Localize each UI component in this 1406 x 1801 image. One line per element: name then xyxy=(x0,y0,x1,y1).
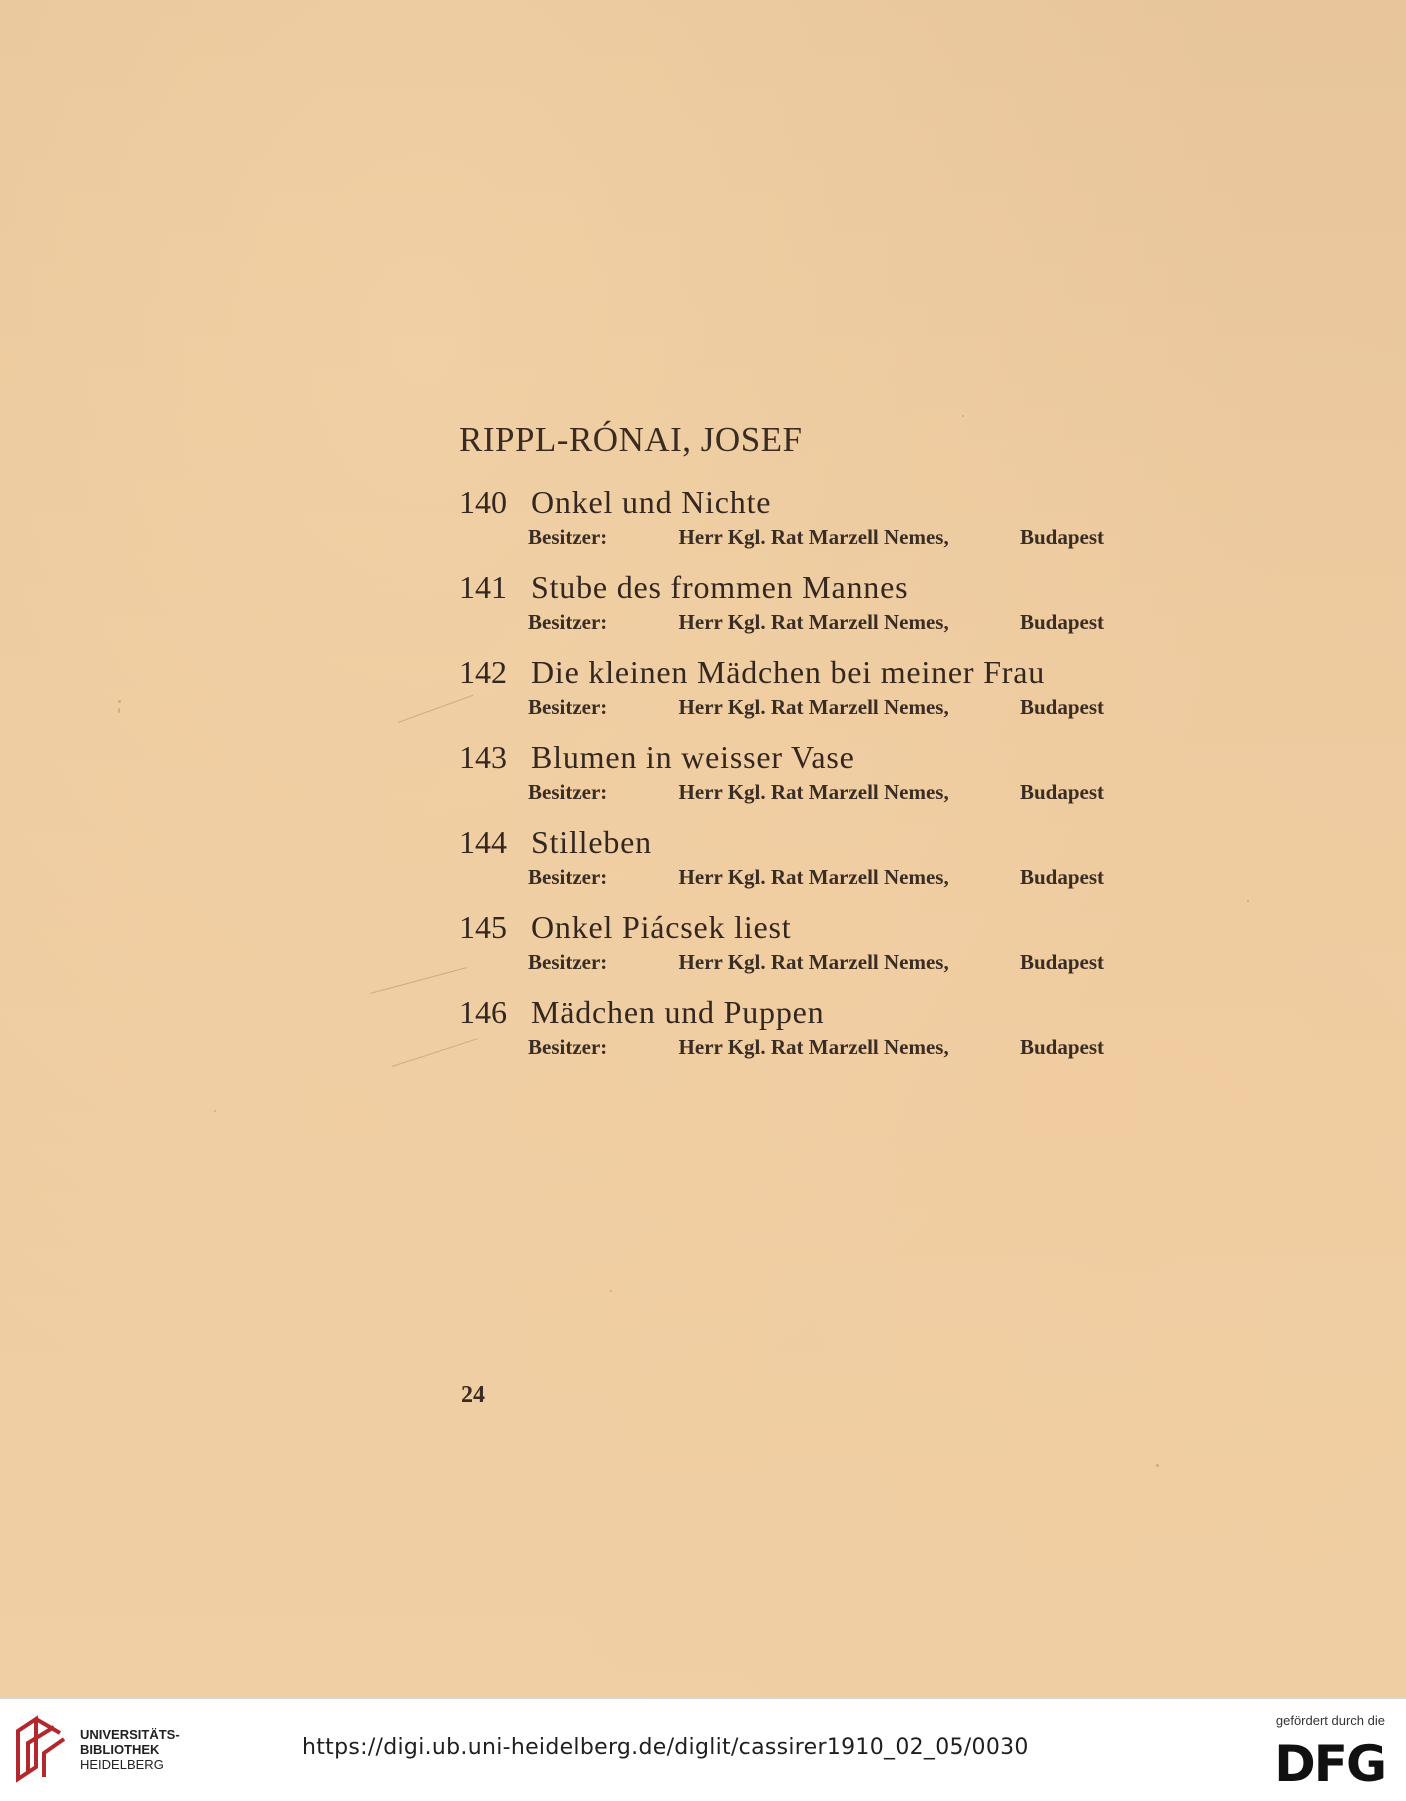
paper-speck xyxy=(962,415,964,417)
entry-number: 141 xyxy=(459,569,507,605)
entry-number: 142 xyxy=(459,654,507,690)
page-number: 24 xyxy=(461,1382,485,1408)
entry-title: Stube des frommen Mannes xyxy=(531,569,909,605)
entry-title: Die kleinen Mädchen bei meiner Frau xyxy=(531,654,1046,690)
paper-fiber xyxy=(370,967,467,994)
owner-city: Budapest xyxy=(1019,610,1104,634)
owner-name: Herr Kgl. Rat Marzell Nemes, xyxy=(678,525,949,549)
catalog-entry xyxy=(459,909,1149,994)
entry-owner xyxy=(528,610,1104,635)
catalog-list xyxy=(459,484,1149,1079)
entry-number: 146 xyxy=(459,994,507,1030)
owner-label: Besitzer: xyxy=(528,1035,608,1059)
entry-owner xyxy=(528,780,1104,805)
paper-speck xyxy=(118,700,121,703)
entry-title: Onkel Piácsek liest xyxy=(531,909,792,945)
owner-name: Herr Kgl. Rat Marzell Nemes, xyxy=(678,950,949,974)
entry-number: 140 xyxy=(459,484,507,520)
entry-title: Mädchen und Puppen xyxy=(531,994,825,1030)
owner-city: Budapest xyxy=(1019,1035,1104,1059)
entry-title: Onkel und Nichte xyxy=(531,484,772,520)
owner-label: Besitzer: xyxy=(528,950,608,974)
owner-city: Budapest xyxy=(1019,950,1104,974)
owner-label: Besitzer: xyxy=(528,610,608,634)
library-name-line: UNIVERSITÄTS- xyxy=(80,1727,180,1742)
owner-label: Besitzer: xyxy=(528,695,608,719)
paper-speck xyxy=(610,1290,612,1292)
entry-number: 145 xyxy=(459,909,507,945)
entry-owner xyxy=(528,525,1104,550)
viewer-footer xyxy=(0,1698,1406,1801)
owner-city: Budapest xyxy=(1019,695,1104,719)
entry-title: Stilleben xyxy=(531,824,652,860)
owner-city: Budapest xyxy=(1019,780,1104,804)
catalog-entry xyxy=(459,994,1149,1079)
entry-number: 144 xyxy=(459,824,507,860)
funding-note: gefördert durch die xyxy=(1275,1713,1385,1728)
catalog-entry xyxy=(459,484,1149,569)
library-logo-icon[interactable] xyxy=(14,1713,70,1783)
entry-owner xyxy=(528,1035,1104,1060)
entry-title: Blumen in weisser Vase xyxy=(531,739,855,775)
owner-label: Besitzer: xyxy=(528,525,608,549)
paper-speck xyxy=(1156,1464,1159,1467)
owner-label: Besitzer: xyxy=(528,865,608,889)
paper-speck xyxy=(214,1110,216,1112)
owner-name: Herr Kgl. Rat Marzell Nemes, xyxy=(678,780,949,804)
owner-name: Herr Kgl. Rat Marzell Nemes, xyxy=(678,1035,949,1059)
library-name-line: HEIDELBERG xyxy=(80,1757,164,1772)
library-name[interactable] xyxy=(80,1727,180,1772)
owner-name: Herr Kgl. Rat Marzell Nemes, xyxy=(678,610,949,634)
owner-name: Herr Kgl. Rat Marzell Nemes, xyxy=(678,865,949,889)
entry-owner xyxy=(528,950,1104,975)
catalog-entry xyxy=(459,739,1149,824)
library-name-line: BIBLIOTHEK xyxy=(80,1742,160,1757)
permalink-url[interactable]: https://digi.ub.uni-heidelberg.de/diglit/cassirer1910_02_05/0030 xyxy=(302,1735,1029,1760)
catalog-entry xyxy=(459,654,1149,739)
entry-owner xyxy=(528,695,1104,720)
artist-heading: RIPPL-RÓNAI, JOSEF xyxy=(459,420,803,459)
entry-number: 143 xyxy=(459,739,507,775)
owner-label: Besitzer: xyxy=(528,780,608,804)
entry-owner xyxy=(528,865,1104,890)
catalog-entry xyxy=(459,824,1149,909)
paper-speck xyxy=(118,708,120,713)
paper-speck xyxy=(1247,900,1249,902)
dfg-logo[interactable]: DFG xyxy=(1274,1735,1385,1793)
owner-city: Budapest xyxy=(1019,865,1104,889)
owner-city: Budapest xyxy=(1019,525,1104,549)
catalog-entry xyxy=(459,569,1149,654)
owner-name: Herr Kgl. Rat Marzell Nemes, xyxy=(678,695,949,719)
